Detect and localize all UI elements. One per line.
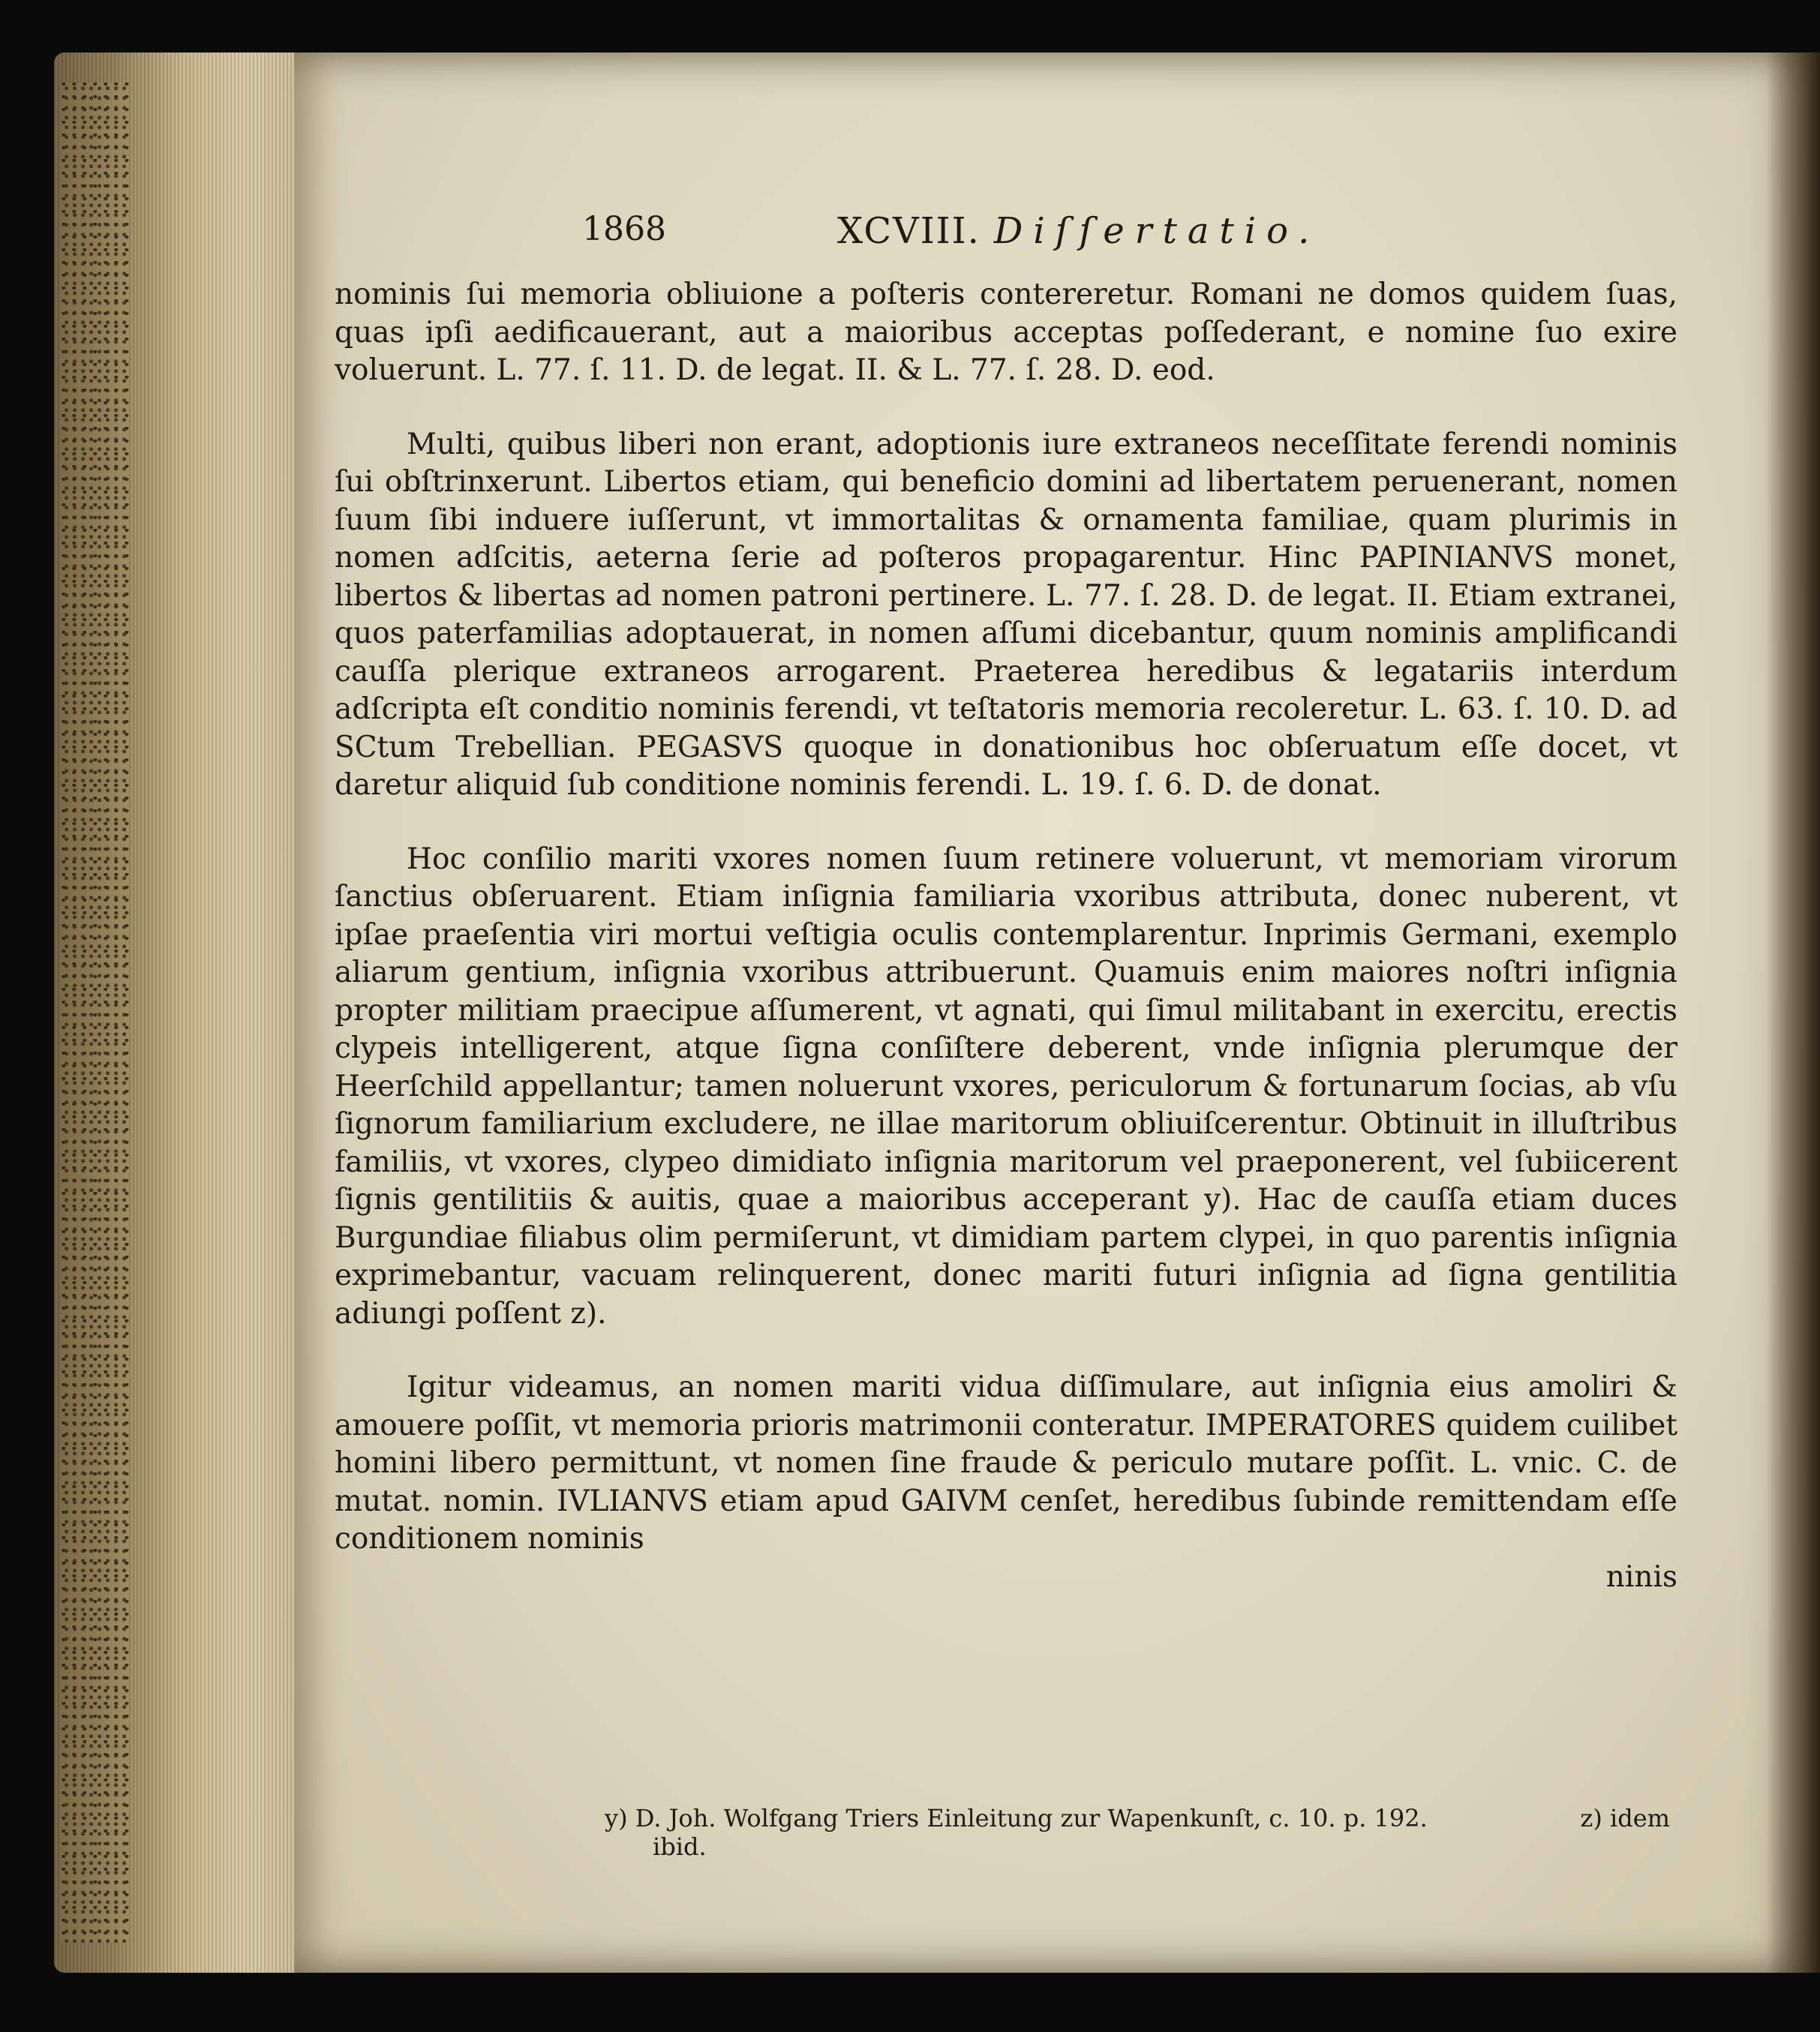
running-title-italic: Diſſertatio. (993, 210, 1320, 252)
page-gutter (1766, 53, 1820, 1973)
page-number: 1868 (582, 210, 666, 248)
running-header (582, 210, 1512, 255)
footnotes (605, 1804, 1670, 1861)
paragraph-4: Igitur videamus, an nomen mariti vidua diſſimulare, aut inſignia eius amoliri & amouere poſſit, vt memoria prioris matrimonii conteratur. IMPERATORES quidem cuilibet homini libero permittunt, vt nomen ſine fraude & periculo mutare poſſit. L. vnic. C. de mutat. nomin. IVLIANVS etiam apud GAIVM cenſet, heredibus ſubinde remittendam eſſe conditionem nominis (335, 1370, 1677, 1556)
paragraph-1: nominis ſui memoria obliuione a poſteris contereretur. Romani ne domos quidem ſuas, quas ipſi aedificauerant, aut a maioribus acceptas poſſederant, e nomine ſuo exire voluerunt. L. 77. ſ. 11. D. de legat. II. & L. 77. ſ. 28. D. eod. (335, 278, 1677, 387)
footnote-z: z) idem (1580, 1804, 1670, 1832)
footnote-z-continued: ibid. (653, 1832, 707, 1861)
book-fore-edge (54, 53, 294, 1973)
body-text (335, 276, 1677, 1596)
paragraph-2: Multi, quibus liberi non erant, adoptionis iure extraneos neceſſitate ferendi nominis ſui obſtrinxerunt. Libertos etiam, qui beneficio domini ad libertatem peruenerant, nomen ſuum ſibi induere iuſſerunt, vt immortalitas & ornamenta familiae, quam plurimis in nomen adſcitis, aeterna ſerie ad poſteros propagarentur. Hinc PAPINIANVS monet, libertos & libertas ad nomen patroni pertinere. L. 77. ſ. 28. D. de legat. II. Etiam extranei, quos paterfamilias adoptauerat, in nomen aſſumi dicebantur, quum nominis amplificandi cauſſa plerique extraneos arrogarent. Praeterea heredibus & legatariis interdum adſcripta eſt conditio nominis ferendi, vt teſtatoris memoria recoleretur. L. 63. ſ. 10. D. ad SCtum Trebellian. PEGASVS quoque in donationibus hoc obſeruatum eſſe docet, vt daretur aliquid ſub conditione nominis ferendi. L. 19. ſ. 6. D. de donat. (335, 427, 1677, 802)
foxed-edge (62, 83, 129, 1943)
running-title-roman: XCVIII. (837, 210, 981, 252)
catchword: ninis (1605, 1559, 1677, 1594)
footnote-y: y) D. Joh. Wolfgang Triers Einleitung zur Wapenkunſt, c. 10. p. 192. (605, 1804, 1428, 1832)
running-title (837, 210, 1320, 252)
paragraph-3: Hoc conſilio mariti vxores nomen ſuum retinere voluerunt, vt memoriam virorum ſanctius obſeruarent. Etiam inſignia familiaria vxoribus attributa, donec nuberent, vt ipſae praeſentia viri mortui veſtigia oculis contemplarentur. Inprimis Germani, exemplo aliarum gentium, inſignia vxoribus attribuerunt. Quamuis enim maiores noſtri inſignia propter militiam praecipue aſſumerent, vt agnati, qui ſimul militabant in exercitu, erectis clypeis intelligerent, atque ſigna conſiſtere deberent, vnde inſignia plerumque der Heerſchild appellantur; tamen noluerunt vxores, periculorum & fortunarum ſocias, ab vſu ſignorum familiarium excludere, ne illae maritorum obliuiſcerentur. Obtinuit in illuſtribus familiis, vt vxores, clypeo dimidiato inſignia maritorum vel praeponerent, vel ſubiicerent ſignis gentilitiis & auitis, quae a maioribus acceperant y). Hac de cauſſa etiam duces Burgundiae filiabus olim permiſerunt, vt dimidiam partem clypei, in quo parentis inſignia exprimebantur, vacuam relinquerent, donec mariti futuri inſignia ad ſigna gentilitia adiungi poſſent z). (335, 842, 1677, 1331)
